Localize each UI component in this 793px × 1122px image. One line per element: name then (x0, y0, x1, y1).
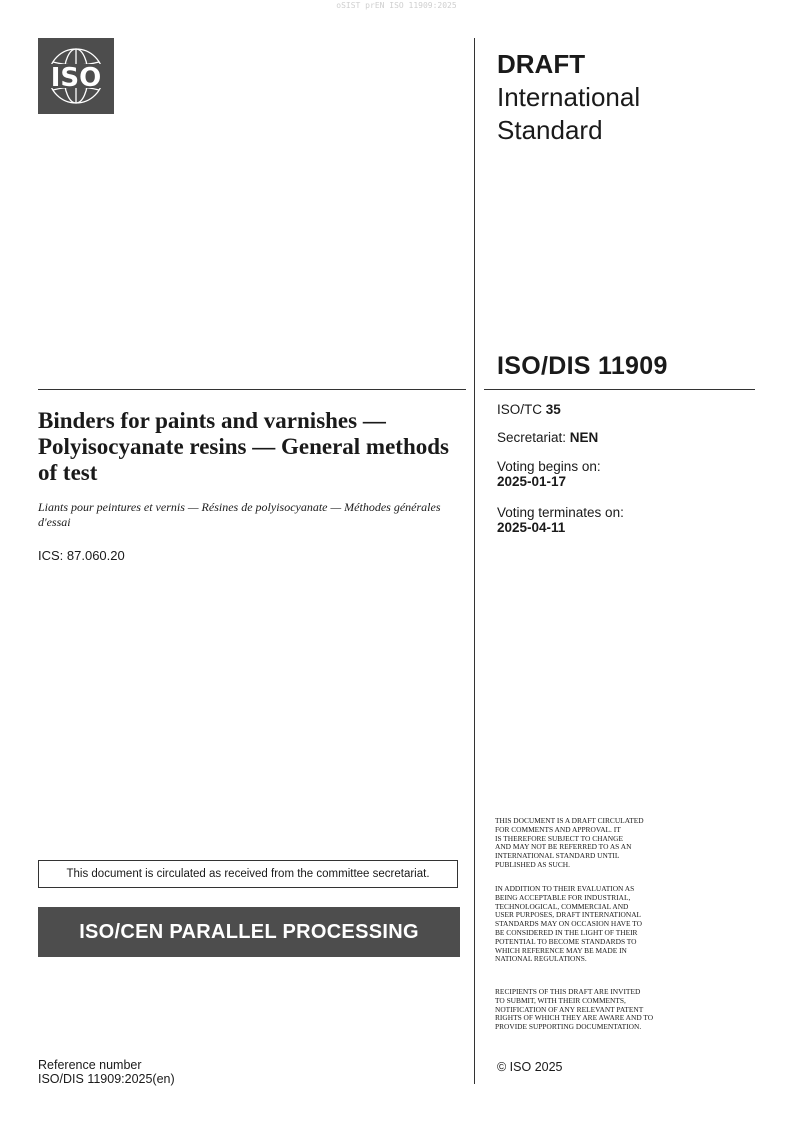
reference-number (38, 1058, 175, 1086)
voting-begins-label: Voting begins on: (497, 459, 601, 474)
voting-terminates-label: Voting terminates on: (497, 505, 624, 520)
notice-line: USER PURPOSES, DRAFT INTERNATIONAL (495, 910, 642, 920)
secretariat (497, 430, 598, 445)
french-title: Liants pour peintures et vernis — Résines de polyisocyanate — Méthodes générales d'essai (38, 500, 441, 529)
notice-line: FOR COMMENTS AND APPROVAL. IT (495, 824, 621, 834)
notice-line: BE CONSIDERED IN THE LIGHT OF THEIR (495, 927, 638, 937)
notice-line: POTENTIAL TO BECOME STANDARDS TO (495, 936, 637, 946)
watermark: oSIST prEN ISO 11909:2025 (336, 1, 457, 10)
notice-paragraph-3 (495, 988, 695, 1032)
draft-international: International (497, 82, 641, 112)
notice-line: TO SUBMIT, WITH THEIR COMMENTS, (495, 995, 626, 1005)
title-rule-left (38, 389, 466, 390)
notice-line: INTERNATIONAL STANDARD UNTIL (495, 851, 620, 861)
secretariat-label: Secretariat: (497, 430, 567, 445)
circulation-note: This document is circulated as received from the committee secretariat. (38, 860, 458, 888)
notice-line: IS THEREFORE SUBJECT TO CHANGE (495, 833, 623, 843)
reference-value: ISO/DIS 11909:2025(en) (38, 1072, 175, 1086)
reference-label: Reference number (38, 1058, 142, 1072)
notice-line: AND MAY NOT BE REFERRED TO AS AN (495, 842, 632, 852)
copyright: © ISO 2025 (497, 1060, 563, 1074)
notice-line: BEING ACCEPTABLE FOR INDUSTRIAL, (495, 892, 631, 902)
voting-begins-date: 2025-01-17 (497, 474, 567, 489)
voting-terminates (497, 505, 624, 535)
iso-globe-icon (38, 38, 114, 114)
notice-line: NATIONAL REGULATIONS. (495, 954, 587, 964)
standard-number: ISO/DIS 11909 (497, 352, 668, 380)
notice-line: RIGHTS OF WHICH THEY ARE AWARE AND TO (495, 1013, 654, 1023)
notice-line: THIS DOCUMENT IS A DRAFT CIRCULATED (495, 816, 644, 825)
title-rule-right (484, 389, 755, 390)
voting-begins (497, 459, 601, 489)
draft-standard: Standard (497, 115, 603, 145)
notice-line: PUBLISHED AS SUCH. (495, 859, 570, 869)
secretariat-value: NEN (569, 430, 599, 445)
technical-committee (497, 402, 561, 417)
document-title: Binders for paints and varnishes — Polyisocyanate resins — General methods of test (38, 408, 449, 485)
notice-line: TECHNOLOGICAL, COMMERCIAL AND (495, 901, 629, 911)
logo-text: ISO (50, 63, 102, 93)
notice-line: RECIPIENTS OF THIS DRAFT ARE INVITED (495, 987, 641, 996)
tc-value: 35 (545, 402, 561, 417)
tc-label: ISO/TC (497, 402, 543, 417)
draft-label: DRAFT (497, 49, 586, 79)
notice-line: PROVIDE SUPPORTING DOCUMENTATION. (495, 1022, 642, 1032)
notice-line: IN ADDITION TO THEIR EVALUATION AS (495, 884, 635, 893)
iso-logo (38, 38, 114, 114)
notice-paragraph-1 (495, 817, 695, 870)
voting-terminates-date: 2025-04-11 (497, 520, 566, 535)
notice-line: WHICH REFERENCE MAY BE MADE IN (495, 945, 627, 955)
draft-heading (497, 48, 640, 147)
column-divider (474, 38, 475, 1084)
notice-line: NOTIFICATION OF ANY RELEVANT PATENT (495, 1004, 644, 1014)
ics-code: ICS: 87.060.20 (38, 548, 125, 563)
notice-line: STANDARDS MAY ON OCCASION HAVE TO (495, 919, 642, 929)
notice-paragraph-2 (495, 885, 695, 964)
parallel-processing-banner: ISO/CEN PARALLEL PROCESSING (38, 907, 460, 957)
